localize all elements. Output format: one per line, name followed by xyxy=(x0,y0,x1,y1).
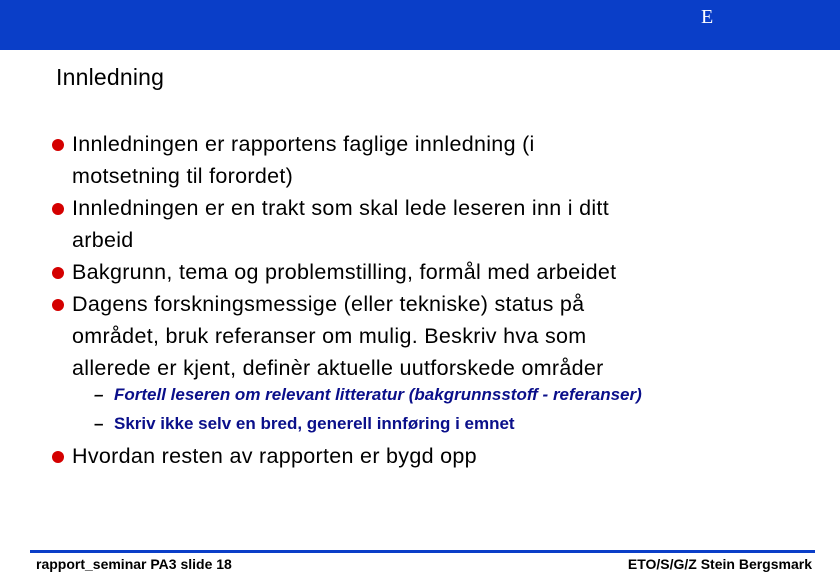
bullet-dot-icon xyxy=(52,139,64,151)
bullet-line: Innledningen er rapportens faglige innledning (i xyxy=(72,132,535,156)
bullet-item xyxy=(52,128,752,192)
bullet-line: allerede er kjent, definèr aktuelle uutforskede områder xyxy=(72,356,604,380)
dash-icon: – xyxy=(94,385,104,404)
bullet-line: Hvordan resten av rapporten er bygd opp xyxy=(72,444,477,468)
bullet-dot-icon xyxy=(52,203,64,215)
bullet-line: arbeid xyxy=(72,228,134,252)
bullet-item xyxy=(52,288,752,384)
bullet-line: Bakgrunn, tema og problemstilling, formål med arbeidet xyxy=(72,260,617,284)
sub-bullet-item xyxy=(94,382,642,408)
header-bar xyxy=(0,0,840,50)
dash-icon: – xyxy=(94,414,104,433)
sub-bullet-text: Skriv ikke selv en bred, generell innføring i emnet xyxy=(114,414,515,433)
header-letter: E xyxy=(701,6,714,28)
bullet-line: Innledningen er en trakt som skal lede leseren inn i ditt xyxy=(72,196,609,220)
footer-slide-info: rapport_seminar PA3 slide 18 xyxy=(36,556,232,572)
bullet-item xyxy=(52,192,752,256)
bullet-dot-icon xyxy=(52,299,64,311)
bullet-line: Dagens forskningsmessige (eller tekniske) status på xyxy=(72,292,585,316)
bullet-item xyxy=(52,256,752,288)
bullet-line: motsetning til forordet) xyxy=(72,164,294,188)
footer-divider xyxy=(30,550,815,553)
sub-bullet-text: Fortell leseren om relevant litteratur (bakgrunnsstoff - referanser) xyxy=(114,385,642,404)
sub-bullet-item xyxy=(94,411,515,437)
bullet-dot-icon xyxy=(52,451,64,463)
footer-author: ETO/S/G/Z Stein Bergsmark xyxy=(627,556,812,572)
bullet-line: området, bruk referanser om mulig. Beskriv hva som xyxy=(72,324,587,348)
bullet-item xyxy=(52,440,752,472)
slide-title: Innledning xyxy=(56,64,165,90)
bullet-dot-icon xyxy=(52,267,64,279)
